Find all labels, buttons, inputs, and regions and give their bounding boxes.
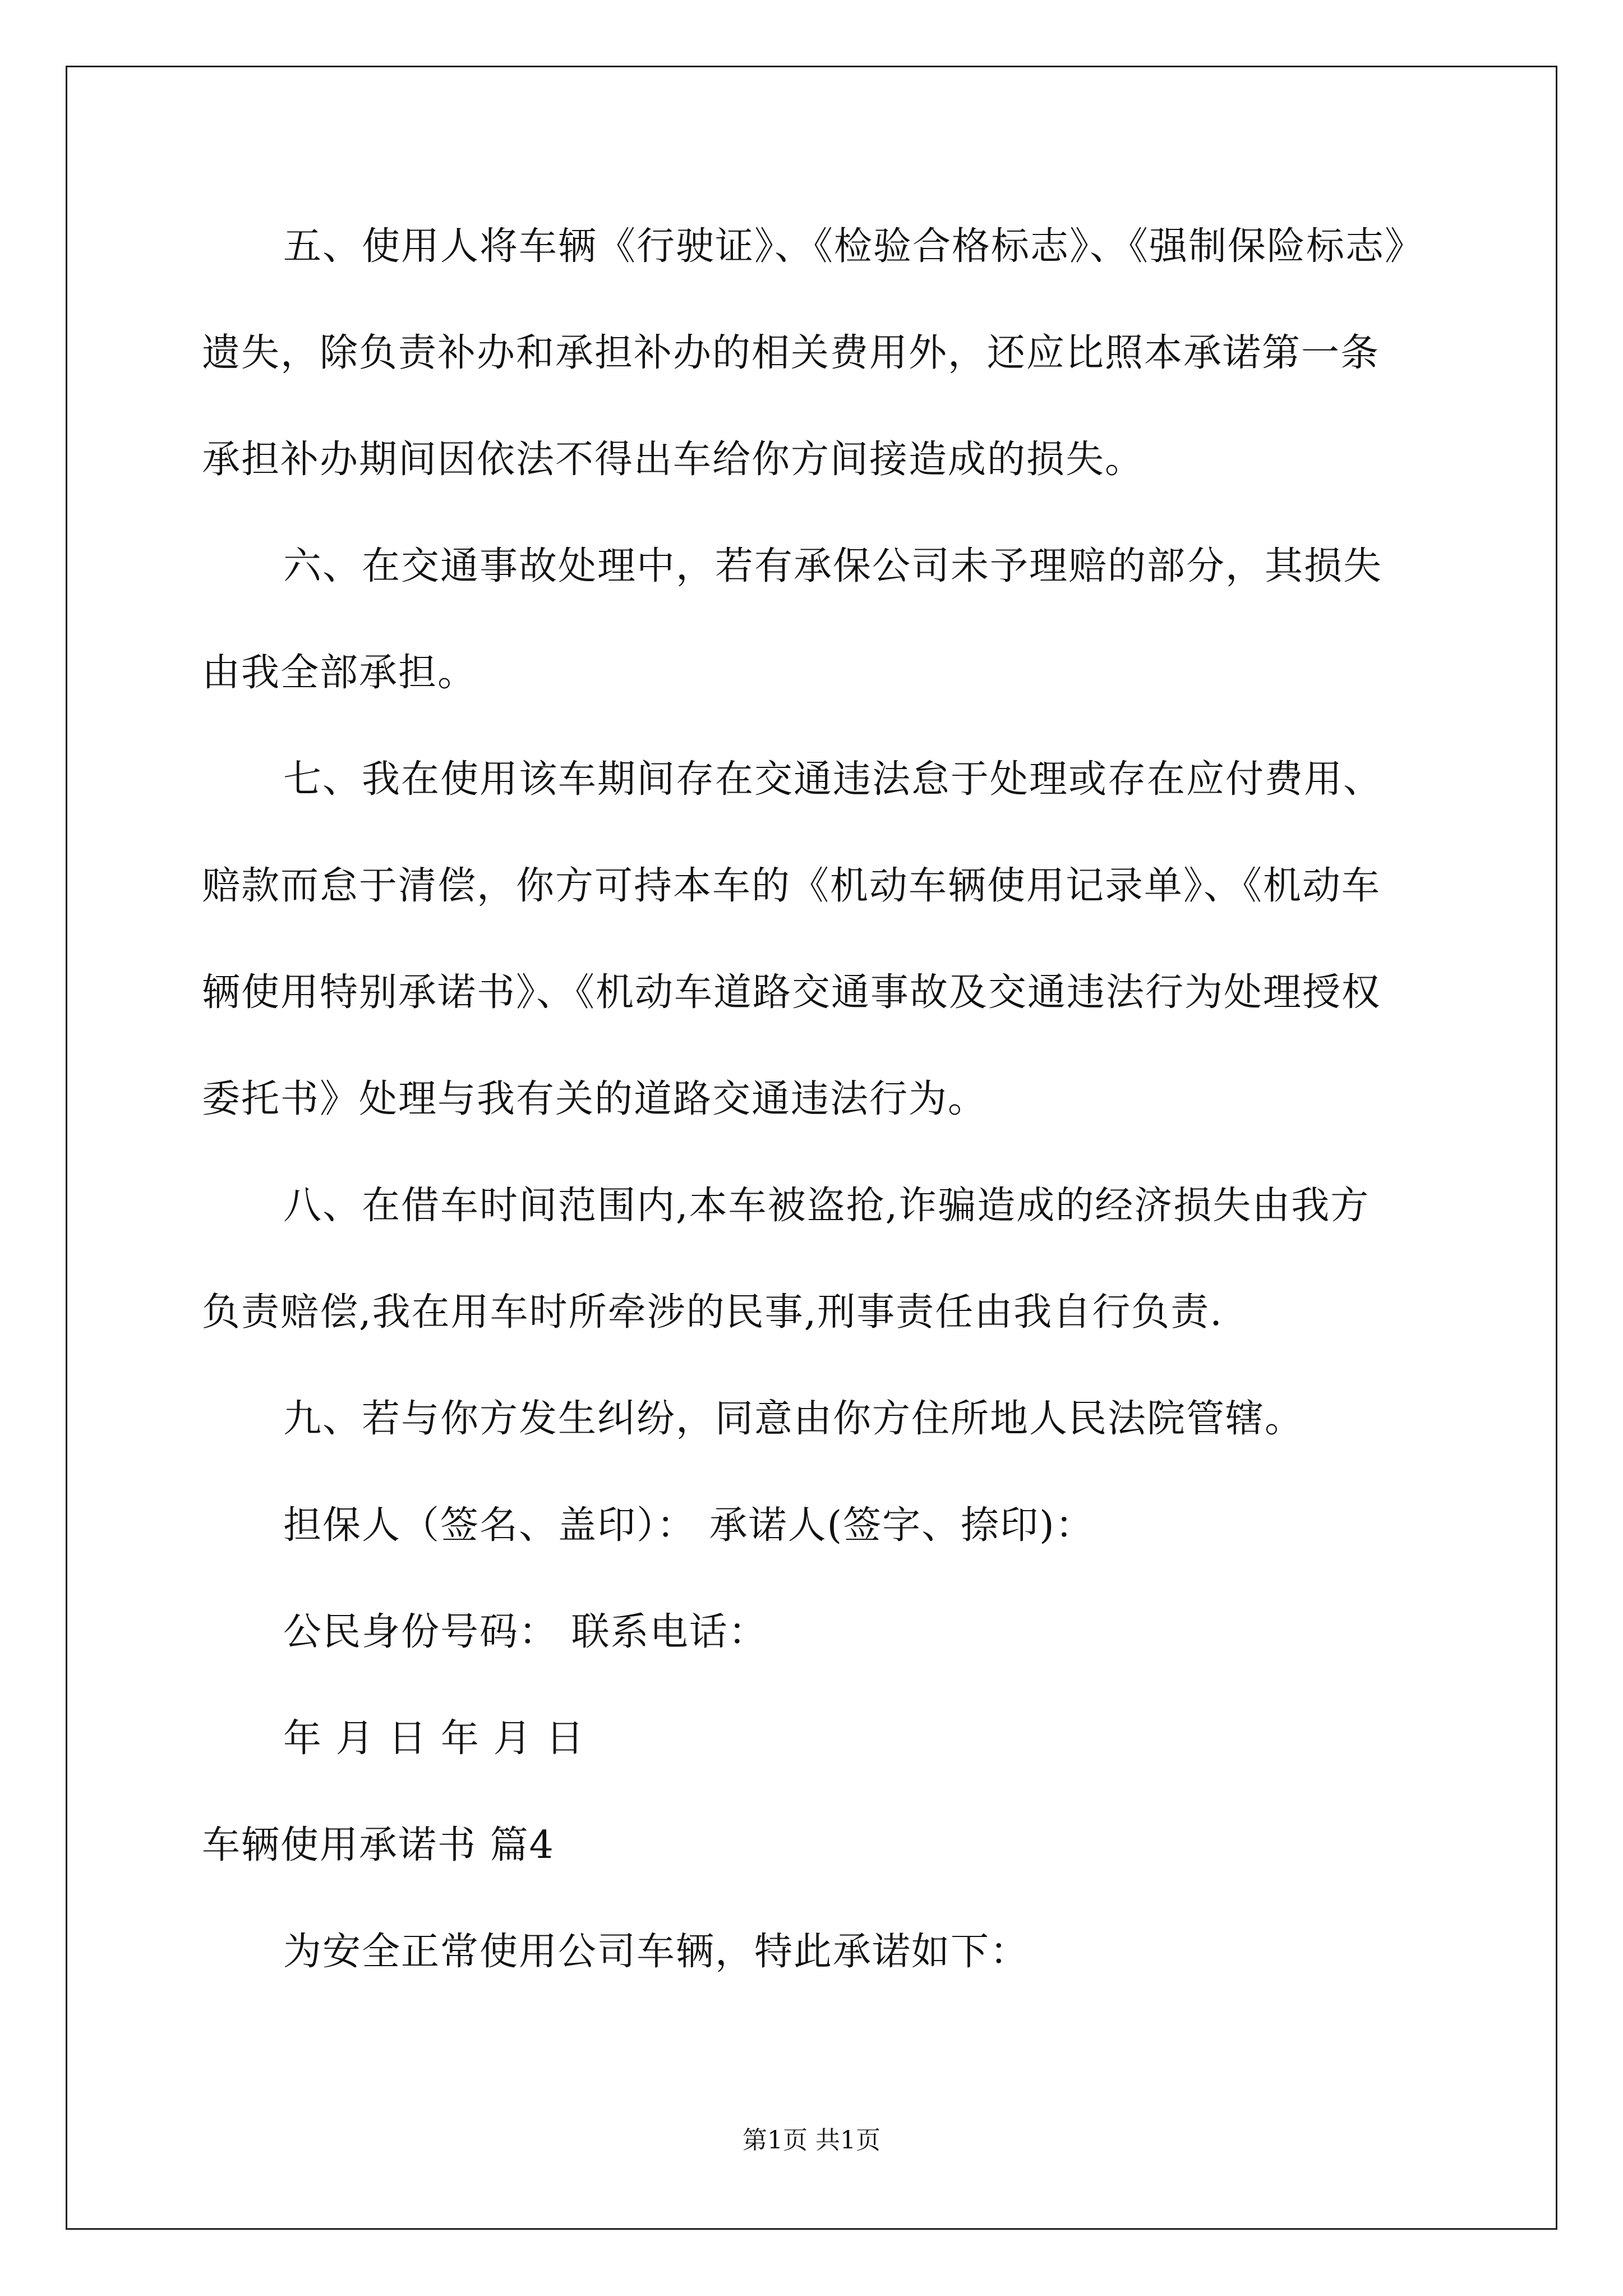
paragraph-7-line-3: 辆使用特别承诺书》、《机动车道路交通事故及交通违法行为处理授权 xyxy=(202,970,1381,1015)
paragraph-8-line-1: 八、在借车时间范围内,本车被盗抢,诈骗造成的经济损失由我方 xyxy=(283,1184,1370,1228)
page-border xyxy=(66,66,1557,2230)
paragraph-7-line-1: 七、我在使用该车期间存在交通违法怠于处理或存在应付费用、 xyxy=(283,757,1383,802)
paragraph-6-line-1: 六、在交通事故处理中，若有承保公司未予理赔的部分，其损失 xyxy=(283,544,1383,588)
paragraph-5-line-1: 五、使用人将车辆《行驶证》、《检验合格标志》、《强制保险标志》 xyxy=(283,224,1424,269)
paragraph-9-line-1: 九、若与你方发生纠纷，同意由你方住所地人民法院管辖。 xyxy=(283,1397,1304,1441)
paragraph-7-line-2: 赔款而怠于清偿，你方可持本车的《机动车辆使用记录单》、《机动车 xyxy=(202,864,1381,908)
paragraph-5-line-3: 承担补办期间因依法不得出车给你方间接造成的损失。 xyxy=(202,438,1145,482)
paragraph-5-line-2: 遗失，除负责补办和承担补办的相关费用外，还应比照本承诺第一条 xyxy=(202,331,1380,375)
page-footer: 第1页 共1页 xyxy=(743,2126,880,2155)
guarantor-signature-line: 担保人（签名、盖印）： 承诺人(签字、捺印)： xyxy=(283,1503,1095,1548)
paragraph-7-line-4: 委托书》处理与我有关的道路交通违法行为。 xyxy=(202,1077,988,1121)
section-heading: 车辆使用承诺书 篇4 xyxy=(202,1823,555,1867)
id-phone-line: 公民身份号码： 联系电话： xyxy=(283,1610,768,1654)
paragraph-8-line-2: 负责赔偿,我在用车时所牵涉的民事,刑事责任由我自行负责. xyxy=(202,1290,1223,1335)
intro-paragraph: 为安全正常使用公司车辆，特此承诺如下： xyxy=(283,1930,1030,1974)
paragraph-6-line-2: 由我全部承担。 xyxy=(202,651,477,695)
date-line: 年 月 日 年 月 日 xyxy=(283,1717,585,1761)
